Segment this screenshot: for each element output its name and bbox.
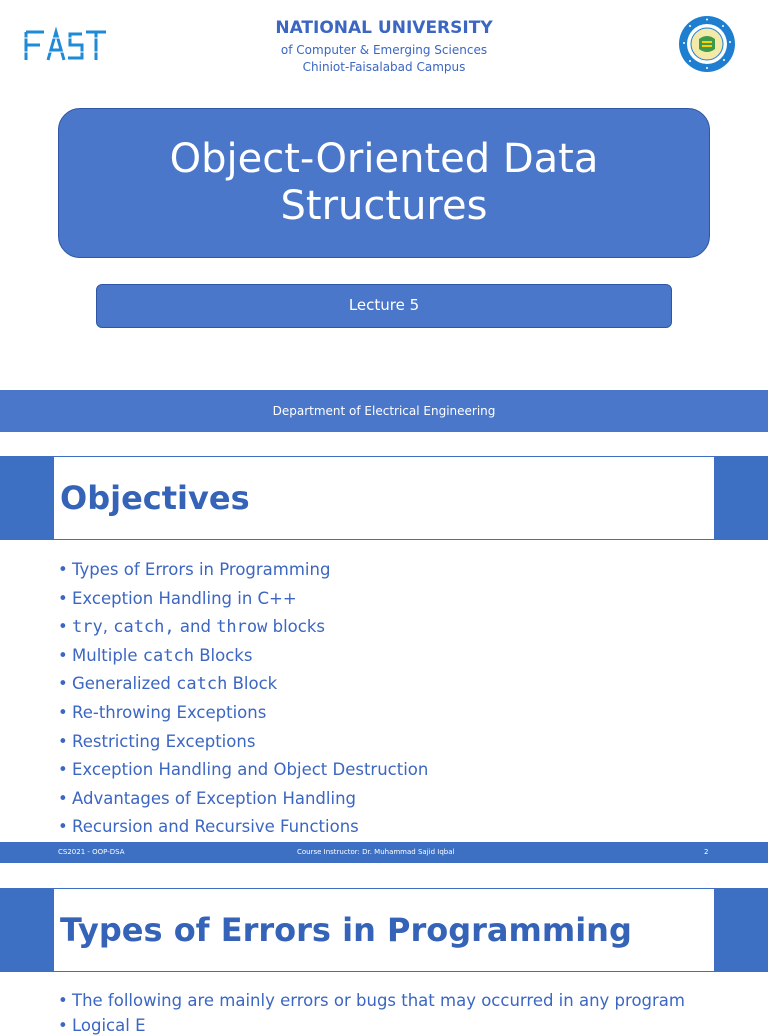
left-accent-bar bbox=[0, 456, 53, 540]
errors-list bbox=[58, 987, 685, 1016]
code-catch: catch bbox=[142, 645, 194, 666]
code-catch: catch, bbox=[113, 617, 175, 638]
list-item: • Re-throwing Exceptions bbox=[58, 702, 267, 722]
list-item: • The following are mainly errors or bugs that may occurred in any program bbox=[58, 991, 685, 1010]
left-accent-bar bbox=[0, 888, 53, 972]
university-subtitle: of Computer & Emerging Sciences bbox=[280, 43, 488, 57]
code-throw: throw bbox=[216, 617, 268, 638]
list-item-partial: • Logical E bbox=[58, 1016, 146, 1035]
code-catch: catch bbox=[176, 674, 228, 695]
list-item: • try, catch, and throw blocks bbox=[58, 617, 325, 638]
list-item: • Restricting Exceptions bbox=[58, 731, 256, 751]
code-try: try bbox=[72, 617, 103, 638]
presentation-title: Object-Oriented Data Structures bbox=[58, 108, 710, 258]
campus-name: Chiniot-Faisalabad Campus bbox=[302, 60, 466, 74]
list-item: • Multiple catch Blocks bbox=[58, 645, 253, 666]
university-seal bbox=[678, 15, 736, 73]
slide-heading: Objectives bbox=[53, 456, 715, 540]
footer-instructor: Course Instructor: Dr. Muhammad Sajid Iqbal bbox=[297, 848, 455, 856]
footer-course: CS2021 - OOP-DSA bbox=[58, 848, 125, 856]
errors-slide bbox=[0, 888, 768, 1035]
department-band: Department of Electrical Engineering bbox=[0, 390, 768, 432]
list-item: • Exception Handling and Object Destruction bbox=[58, 760, 429, 780]
right-accent-bar bbox=[715, 888, 768, 972]
slide-footer bbox=[0, 842, 768, 863]
right-accent-bar bbox=[715, 456, 768, 540]
title-slide bbox=[0, 0, 768, 432]
list-item: • Types of Errors in Programming bbox=[58, 560, 331, 579]
lecture-number: Lecture 5 bbox=[96, 284, 672, 328]
slide-heading: Types of Errors in Programming bbox=[53, 888, 715, 972]
list-item: • Generalized catch Block bbox=[58, 674, 278, 695]
objectives-list bbox=[58, 556, 428, 842]
objectives-slide bbox=[0, 456, 768, 864]
list-item: • Exception Handling in C++ bbox=[58, 588, 297, 608]
list-item: • Recursion and Recursive Functions bbox=[58, 817, 359, 837]
university-name: NATIONAL UNIVERSITY bbox=[275, 18, 493, 38]
footer-page-number: 2 bbox=[704, 848, 709, 856]
list-item: • Advantages of Exception Handling bbox=[58, 788, 356, 808]
